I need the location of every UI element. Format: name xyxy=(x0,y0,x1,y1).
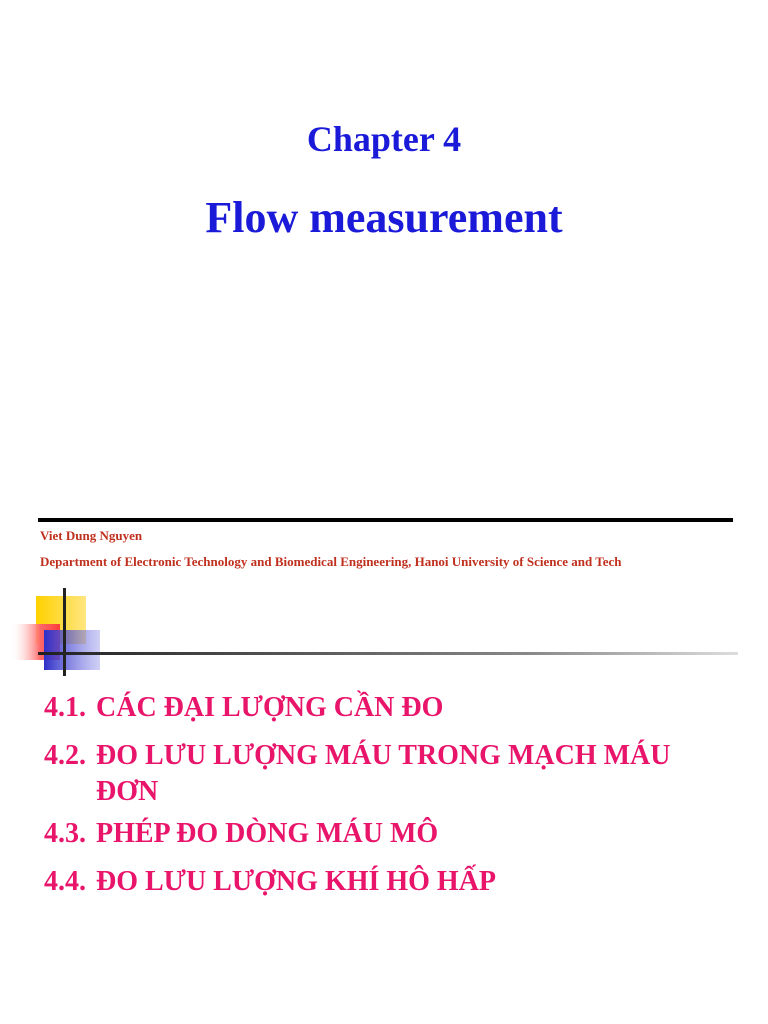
toc-item-text: ĐO LƯU LƯỢNG MÁU TRONG MẠCH MÁU ĐƠN xyxy=(96,740,671,807)
top-divider xyxy=(38,518,733,522)
chapter-title: Chapter 4 xyxy=(306,119,462,159)
author-name: Viet Dung Nguyen xyxy=(40,528,143,543)
toc-item-text: PHÉP ĐO DÒNG MÁU MÔ xyxy=(96,818,439,849)
blue-square xyxy=(44,630,100,670)
toc-item-number: 4.2. xyxy=(44,740,86,771)
toc-item-number: 4.3. xyxy=(44,818,86,849)
horizontal-line xyxy=(38,652,738,655)
main-title: Flow measurement xyxy=(205,193,563,242)
toc-item xyxy=(44,738,744,810)
toc-item xyxy=(44,864,744,900)
toc-item xyxy=(44,690,744,726)
toc-item-text: ĐO LƯU LƯỢNG KHÍ HÔ HẤP xyxy=(96,866,497,897)
vertical-line xyxy=(63,588,66,676)
toc-item xyxy=(44,816,744,852)
author-department: Department of Electronic Technology and Biomedical Engineering, Hanoi University of Science and Tech xyxy=(40,554,622,569)
toc-item-text: CÁC ĐẠI LƯỢNG CẦN ĐO xyxy=(96,692,444,723)
decorative-squares-graphic xyxy=(0,588,740,678)
table-of-contents xyxy=(44,690,744,912)
toc-item-number: 4.4. xyxy=(44,866,86,897)
toc-item-number: 4.1. xyxy=(44,692,86,723)
